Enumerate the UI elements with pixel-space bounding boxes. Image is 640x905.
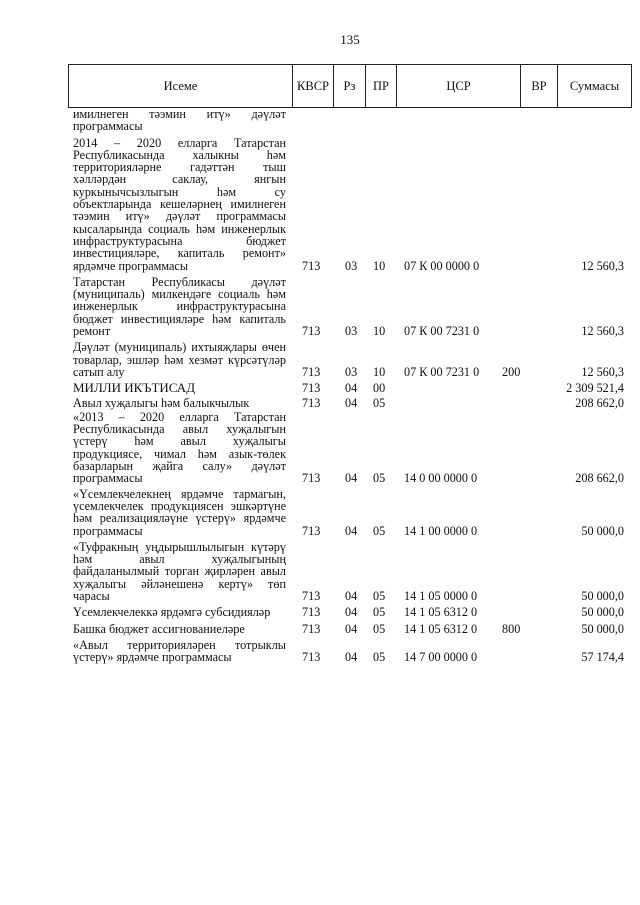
- row-pr: 05: [373, 471, 386, 486]
- row-csr: 14 1 05 6312 0: [404, 605, 478, 620]
- row-rz: 04: [345, 605, 358, 620]
- table-row: [0, 382, 640, 394]
- row-csr: 14 1 00 0000 0: [404, 523, 478, 538]
- row-pr: 05: [373, 605, 386, 620]
- row-rz: 04: [345, 588, 358, 603]
- row-sum: 12 560,3: [581, 258, 624, 273]
- row-csr: 14 1 05 0000 0: [404, 588, 478, 603]
- row-csr: 07 К 00 7231 0: [404, 364, 480, 379]
- row-vr: 800: [502, 621, 521, 636]
- row-name: Үсемлекчелеккә ярдәмгә субсидияләр: [73, 605, 271, 620]
- row-rz: 04: [345, 621, 358, 636]
- row-kvsr: 713: [302, 621, 321, 636]
- row-pr: 05: [373, 523, 386, 538]
- row-sum: 208 662,0: [575, 395, 624, 410]
- row-csr: 14 1 05 6312 0: [404, 621, 478, 636]
- row-rz: 04: [345, 395, 358, 410]
- row-vr: 200: [502, 364, 521, 379]
- row-pr: 00: [373, 381, 386, 396]
- row-rz: 04: [345, 471, 358, 486]
- page-number: 135: [340, 32, 360, 47]
- row-csr: 14 0 00 0000 0: [404, 471, 478, 486]
- column-header-vr: ВР: [521, 65, 558, 107]
- row-name: Татарстан Республикасы дәүләт (муниципаль) милкендәге социаль һәм инженерлык инфраструктурасына бюджет инвестицияләре һәм капиталь ремонт: [73, 274, 286, 339]
- row-sum: 2 309 521,4: [566, 381, 624, 396]
- row-name: «Туфракның уңдырышлылыгын күтәрү һәм авыл хуҗалыгының файдаланылмый торган җирләрен авыл хуҗалыгы әйләнешенә кертү» төп чарасы: [73, 539, 286, 603]
- table-row: [0, 108, 640, 133]
- row-name: Дәүләт (муниципаль) ихтыяҗлары өчен товарлар, эшләр һәм хезмәт күрсәтүләр сатып алу: [73, 340, 286, 379]
- row-pr: 10: [373, 324, 386, 339]
- table-row: [0, 276, 640, 337]
- table-row: [0, 541, 640, 602]
- row-rz: 04: [345, 650, 358, 665]
- row-kvsr: 713: [302, 650, 321, 665]
- column-header-sum: Суммасы: [569, 78, 620, 93]
- table-row: [0, 488, 640, 537]
- row-pr: 05: [373, 650, 386, 665]
- row-kvsr: 713: [302, 381, 321, 396]
- row-pr: 10: [373, 258, 386, 273]
- row-sum: 50 000,0: [581, 621, 624, 636]
- row-csr: 07 К 00 7231 0: [404, 324, 480, 339]
- table-row: [0, 397, 640, 409]
- row-pr: 05: [373, 621, 386, 636]
- column-header-rz: Рз: [334, 65, 366, 107]
- row-sum: 57 174,4: [581, 650, 624, 665]
- row-kvsr: 713: [302, 395, 321, 410]
- table-body: [0, 108, 640, 663]
- row-name: Авыл хуҗалыгы һәм балыкчылык: [73, 395, 250, 410]
- row-sum: 208 662,0: [575, 471, 624, 486]
- row-pr: 10: [373, 364, 386, 379]
- row-sum: 50 000,0: [581, 605, 624, 620]
- table-row: [0, 623, 640, 635]
- column-header-name: Исеме: [69, 65, 293, 107]
- row-rz: 04: [345, 381, 358, 396]
- row-rz: 04: [345, 523, 358, 538]
- row-name: «Үсемлекчелекнең ярдәмче тармагын, үсемлекчелек продукциясен эшкәртүне һәм реализацияләүне үстерү» ярдәмче программасы: [73, 486, 286, 538]
- row-rz: 03: [345, 258, 358, 273]
- row-kvsr: 713: [302, 471, 321, 486]
- row-kvsr: 713: [302, 605, 321, 620]
- table-header: [68, 64, 632, 108]
- row-sum: 50 000,0: [581, 588, 624, 603]
- row-pr: 05: [373, 588, 386, 603]
- row-csr: 07 К 00 0000 0: [404, 258, 480, 273]
- column-header-kvsr: КВСР: [293, 65, 334, 107]
- row-kvsr: 713: [302, 523, 321, 538]
- row-name: Башка бюджет ассигнованиеләре: [73, 621, 245, 636]
- table-row: [0, 341, 640, 378]
- row-kvsr: 713: [302, 588, 321, 603]
- row-name: МИЛЛИ ИКЪТИСАД: [73, 380, 196, 396]
- table-row: [0, 411, 640, 485]
- row-kvsr: 713: [302, 258, 321, 273]
- row-pr: 05: [373, 395, 386, 410]
- column-header-csr: ЦСР: [397, 65, 521, 107]
- row-kvsr: 713: [302, 324, 321, 339]
- row-name: «Авыл территорияләрен тотрыклы үстерү» ярдәмче программасы: [73, 637, 286, 665]
- row-kvsr: 713: [302, 364, 321, 379]
- table-row: [0, 137, 640, 272]
- row-name: «2013 – 2020 елларга Татарстан Республикасында авыл хуҗалыгын үстерү һәм авыл хуҗалыгы продукциясе, чимал һәм азык-төлек базарларын җайга салу» дәүләт программасы: [73, 409, 286, 486]
- row-rz: 03: [345, 324, 358, 339]
- table-row: [0, 639, 640, 664]
- row-name: имилнеген тәэмин итү» дәүләт программасы: [73, 107, 286, 134]
- row-sum: 50 000,0: [581, 523, 624, 538]
- row-csr: 14 7 00 0000 0: [404, 650, 478, 665]
- row-rz: 03: [345, 364, 358, 379]
- row-sum: 12 560,3: [581, 364, 624, 379]
- column-header-pr: ПР: [366, 65, 397, 107]
- table-row: [0, 606, 640, 618]
- row-sum: 12 560,3: [581, 324, 624, 339]
- row-name: 2014 – 2020 елларга Татарстан Республикасында халыкны һәм территорияләрне гадәттән тыш хәлләрдән саклау, янгын куркынычсызлыгын һәм су объектларында кешеләрнең имилнеген тәэмин итү» дәүләт программасы кысаларында социаль һәм инженерлык инфраструктурасына бюджет инвестицияләре, капиталь ремонт» ярдәмче программасы: [73, 135, 286, 273]
